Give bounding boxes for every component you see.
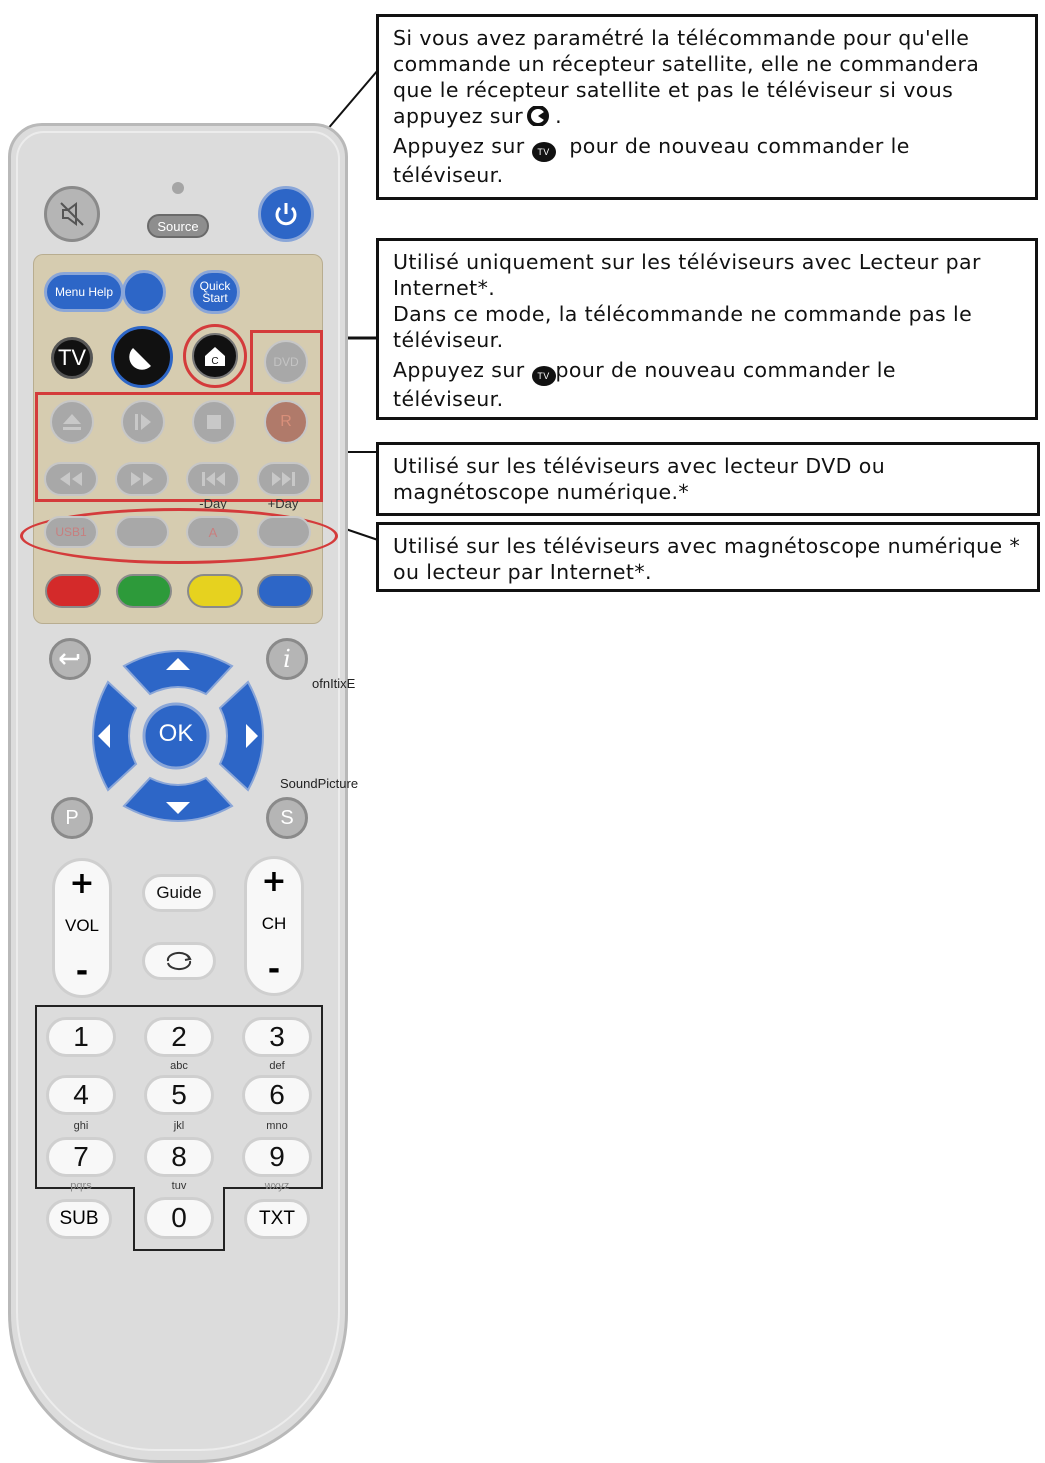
key-5[interactable]: [144, 1075, 214, 1115]
key-2-letters: abc: [170, 1060, 188, 1072]
callout-dvd-line1: Utilisé sur les téléviseurs avec lecteur DVD ou: [393, 454, 886, 478]
txt-label: TXT: [259, 1208, 295, 1229]
key-6-label: 6: [269, 1079, 285, 1110]
callout-satellite-line4-end: .: [555, 104, 563, 128]
callout-internet-line5-text: Appuyez sur: [393, 358, 525, 382]
key-4-label: 4: [73, 1079, 89, 1110]
s-label: S: [280, 806, 294, 829]
key-2-label: 2: [171, 1021, 187, 1052]
sub-button[interactable]: [46, 1199, 112, 1239]
a-label: A: [208, 524, 218, 540]
callout-internet-line3: Dans ce mode, la télécommande ne commande pas le: [393, 302, 973, 326]
tv-icon: TV: [532, 142, 556, 162]
key-8-letters: tuv: [171, 1180, 187, 1192]
callout-internet-line2: Internet*.: [393, 276, 496, 300]
key-7-label: 7: [73, 1141, 89, 1172]
key-7-letters: pqrs: [70, 1180, 92, 1192]
key-4-letters: ghi: [73, 1120, 89, 1132]
callout-satellite-line3: que le récepteur satellite et pas le téléviseur si vous: [393, 78, 954, 102]
sub-label: SUB: [59, 1208, 99, 1229]
callout-satellite-line5-end: pour de nouveau commander le: [569, 134, 910, 158]
sound-picture-label: SoundPicture: [280, 776, 359, 791]
key-9-label: 9: [269, 1141, 285, 1172]
key-7[interactable]: [46, 1137, 116, 1177]
key-9-letters: wxyz: [264, 1180, 290, 1192]
volume-up-sign: +: [69, 866, 95, 901]
callout-satellite-line4-text: appuyez sur: [393, 104, 524, 128]
key-6[interactable]: [242, 1075, 312, 1115]
key-5-label: 5: [171, 1079, 187, 1110]
key-8-label: 8: [171, 1141, 187, 1172]
key-0-label: 0: [171, 1202, 187, 1233]
callout-recorder-line1: Utilisé sur les téléviseurs avec magnétoscope numérique *: [393, 534, 1021, 558]
key-6-letters: mno: [266, 1120, 288, 1132]
menu-help-label: Menu Help: [54, 285, 114, 299]
key-1-label: 1: [73, 1021, 89, 1052]
source-label: Source: [157, 218, 199, 234]
channel-up-sign: +: [261, 864, 287, 899]
callout-internet: [376, 238, 1038, 420]
callout-satellite-line4: [393, 103, 1021, 129]
quick-start-label: Quick Start: [199, 279, 231, 305]
satellite-icon: [525, 106, 551, 126]
key-0[interactable]: [144, 1197, 214, 1239]
plus-day-label: +Day: [267, 496, 299, 511]
callout-satellite-line1: Si vous avez paramétré la télécommande pour qu'elle: [393, 26, 970, 50]
key-3[interactable]: [242, 1017, 312, 1057]
callout-dvd: [376, 442, 1040, 516]
channel-down-sign: -: [267, 952, 281, 987]
dvd-label: DVD: [273, 355, 299, 369]
callout-satellite: [376, 14, 1038, 200]
callout-satellite-line5: [393, 133, 1021, 162]
channel-label: CH: [261, 914, 287, 933]
p-label: P: [65, 806, 79, 829]
exit-info-label: ofnItixE: [312, 676, 356, 691]
key-1[interactable]: [46, 1017, 116, 1057]
callout-internet-line1: Utilisé uniquement sur les téléviseurs avec Lecteur par: [393, 250, 981, 274]
info-icon: i: [283, 645, 291, 673]
tv-icon: TV: [532, 366, 556, 386]
callout-internet-line6: téléviseur.: [393, 387, 504, 411]
record-label: R: [280, 413, 292, 430]
volume-down-sign: -: [75, 954, 89, 989]
minus-day-label: -Day: [199, 496, 227, 511]
usb-label: USB1: [55, 525, 87, 539]
callout-internet-line4: téléviseur.: [393, 328, 504, 352]
callout-satellite-line6: téléviseur.: [393, 163, 504, 187]
key-9[interactable]: [242, 1137, 312, 1177]
volume-label: VOL: [64, 916, 100, 935]
callout-dvd-line2: magnétoscope numérique.*: [393, 480, 690, 504]
callout-satellite-line2: commande un récepteur satellite, elle ne commandera: [393, 52, 980, 76]
key-4[interactable]: [46, 1075, 116, 1115]
key-5-letters: jkl: [173, 1120, 185, 1132]
ok-label: OK: [158, 720, 194, 747]
key-8[interactable]: [144, 1137, 214, 1177]
callout-recorder: [376, 522, 1040, 592]
callout-satellite-line5-text: Appuyez sur: [393, 134, 525, 158]
key-2[interactable]: [144, 1017, 214, 1057]
txt-button[interactable]: [244, 1199, 310, 1239]
key-3-label: 3: [269, 1021, 285, 1052]
guide-label: Guide: [156, 883, 202, 902]
key-3-letters: def: [269, 1060, 285, 1072]
callout-internet-line5-end: pour de nouveau commander le: [555, 358, 896, 382]
callout-recorder-line2: ou lecteur par Internet*.: [393, 560, 652, 584]
callout-internet-line5: [393, 357, 1021, 386]
tv-label: TV: [57, 345, 87, 370]
svg-text:C: C: [211, 356, 219, 367]
